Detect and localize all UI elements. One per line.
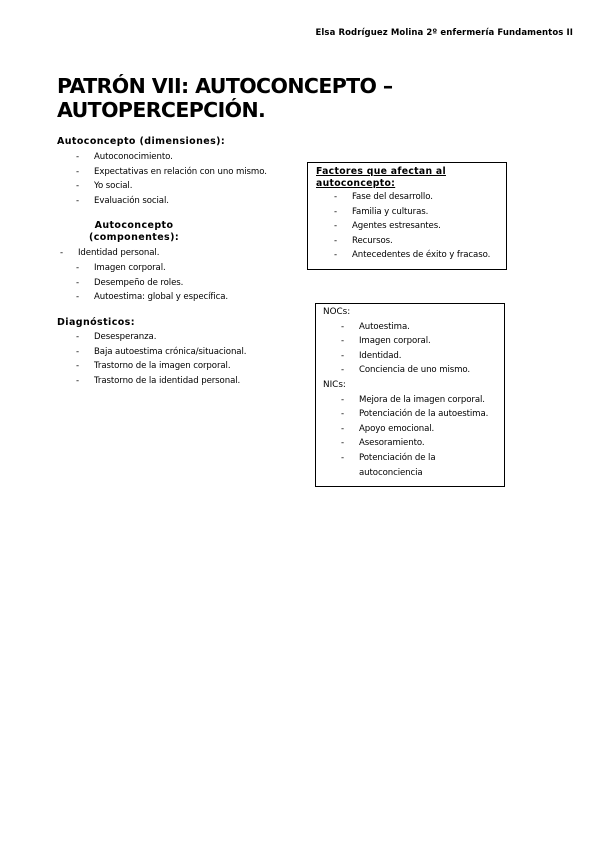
dimensiones-heading: Autoconcepto (dimensiones): (57, 136, 226, 147)
dimensiones-list (76, 150, 267, 208)
list-item: - Baja autoestima crónica/situacional. (76, 345, 246, 360)
diagnosticos-heading: Diagnósticos: (57, 317, 135, 328)
factores-heading-line-2: autoconcepto: (316, 178, 396, 189)
list-item: - Antecedentes de éxito y fracaso. (334, 248, 506, 263)
componentes-top-list (60, 246, 159, 261)
list-item (341, 451, 504, 480)
componentes-heading-line-2: (componentes): (88, 232, 180, 243)
componentes-heading-line-1: Autoconcepto (94, 220, 174, 231)
list-item: - Imagen corporal. (341, 334, 504, 349)
list-item: - Imagen corporal. (76, 261, 228, 276)
list-item: - Recursos. (334, 234, 506, 249)
list-item: - Trastorno de la imagen corporal. (76, 359, 246, 374)
list-item: - Conciencia de uno mismo. (341, 363, 504, 378)
page-title (57, 74, 477, 122)
list-item: - Potenciación de la autoestima. (341, 407, 504, 422)
list-item: - Agentes estresantes. (334, 219, 506, 234)
list-item: - Trastorno de la identidad personal. (76, 374, 246, 389)
list-item: - Identidad personal. (60, 246, 159, 261)
list-item: - Familia y culturas. (334, 205, 506, 220)
nocs-nics-box (315, 303, 505, 487)
nocs-list (341, 320, 504, 378)
factores-heading (316, 166, 506, 190)
factores-list (334, 190, 506, 263)
nocs-label: NOCs: (323, 307, 351, 317)
list-item: - Asesoramiento. (341, 436, 504, 451)
list-item: - Identidad. (341, 349, 504, 364)
title-line-2: AUTOPERCEPCIÓN. (57, 98, 266, 122)
factores-heading-line-1: Factores que afectan al (316, 166, 446, 177)
list-item: - Autoestima: global y específica. (76, 290, 228, 305)
nics-list (341, 393, 504, 481)
title-line-1: PATRÓN VII: AUTOCONCEPTO – (57, 74, 393, 98)
nics-last-line-1: - Potenciación de la (359, 452, 436, 463)
factores-box (307, 162, 507, 270)
diagnosticos-list (76, 330, 246, 388)
list-item: - Autoconocimiento. (76, 150, 267, 165)
list-item: - Autoestima. (341, 320, 504, 335)
list-item: - Expectativas en relación con uno mismo. (76, 165, 267, 180)
list-item: - Desesperanza. (76, 330, 246, 345)
list-item: - Evaluación social. (76, 194, 267, 209)
componentes-heading (78, 220, 190, 244)
list-item: - Yo social. (76, 179, 267, 194)
page-header: Elsa Rodríguez Molina 2º enfermería Fundamentos II (315, 28, 573, 38)
list-item: - Mejora de la imagen corporal. (341, 393, 504, 408)
list-item: - Fase del desarrollo. (334, 190, 506, 205)
componentes-list (76, 261, 228, 305)
nics-last-line-2: autoconciencia (359, 467, 423, 478)
list-item: - Desempeño de roles. (76, 276, 228, 291)
list-item: - Apoyo emocional. (341, 422, 504, 437)
nics-label: NICs: (323, 379, 346, 390)
